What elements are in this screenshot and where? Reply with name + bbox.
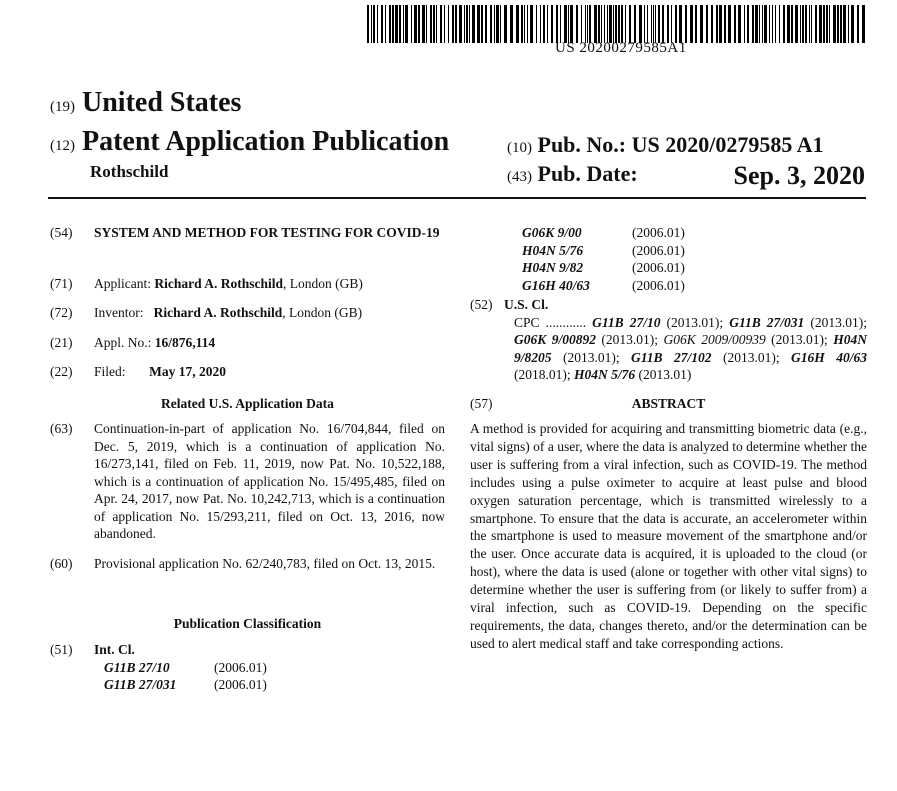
cpc-class: G11B 27/102 [631, 349, 712, 365]
cpc-version: (2013.01); [711, 349, 792, 365]
barcode [367, 5, 867, 43]
barcode-bar [843, 5, 846, 43]
barcode-bar [551, 5, 553, 43]
abstract-text: A method is provided for acquiring and transmitting biometric data (e.g., vital signs) of a user, where the data is analyzed to determine whether the user is suffering from a viral infection, such as COVID-19. The method includes using a pulse oximeter to acquire at least pulse and blood oxygen saturation percentage, which is transmitted wirelessly to a smartphone. To ensure that the data is accurate, an accelerometer within the smartphone is used to measure movement of the smartphone and/or the user. Once accurate data is acquired, it is uploaded to the cloud (or host), where the data is used (alone or together with other vital signs) to determine whether the user is suffering from (or likely to suffer from) a viral infection, such as COVID-19. Depending on the specific requirements, the data, changes thereto, and/or the determination can be used to alert medical staff and take corresponding actions. [470, 421, 867, 651]
int-cl-continued [470, 224, 867, 294]
barcode-bar [485, 5, 487, 43]
barcode-bar [422, 5, 425, 43]
barcode-bar [840, 5, 842, 43]
barcode-bar [675, 5, 677, 43]
barcode-bar [556, 5, 558, 43]
cpc-class: G06K 2009/00939 [663, 332, 766, 347]
barcode-bar [405, 5, 408, 43]
barcode-bar [791, 5, 793, 43]
barcode-bar [706, 5, 708, 43]
barcode-bar [392, 5, 394, 43]
cpc-class: G06K 9/00892 [514, 332, 596, 347]
inid-code: (12) [50, 138, 75, 154]
barcode-bar [536, 5, 537, 43]
barcode-bar [609, 5, 612, 43]
barcode-bar [783, 5, 785, 43]
barcode-bar [644, 5, 645, 43]
applicant-name: Richard A. Rothschild [154, 276, 284, 291]
classification-heading: Publication Classification [173, 616, 322, 631]
appl-label: Appl. No.: [94, 335, 152, 350]
int-cl-version: (2006.01) [632, 242, 685, 258]
barcode-bar [667, 5, 669, 43]
barcode-bar [658, 5, 660, 43]
barcode-bar [747, 5, 749, 43]
related-data-heading: Related U.S. Application Data [161, 396, 334, 411]
us-cl-label: U.S. Cl. [504, 297, 549, 312]
barcode-bar [613, 5, 614, 43]
inid-code: (10) [507, 140, 532, 156]
int-cl-row [522, 259, 867, 277]
barcode-bar [598, 5, 600, 43]
barcode-bar [543, 5, 545, 43]
cpc-version: (2013.01); [551, 349, 632, 365]
barcode-bar [711, 5, 713, 43]
barcode-bar [500, 5, 501, 43]
cpc-version: (2013.01); [595, 332, 664, 347]
barcode-bar [444, 5, 445, 43]
inid-code: (63) [50, 421, 73, 436]
barcode-bar [564, 5, 567, 43]
cpc-version: (2013.01) [635, 367, 692, 382]
barcode-bar [738, 5, 741, 43]
barcode-bar [809, 5, 810, 43]
inid-code: (21) [50, 335, 73, 350]
cpc-class: H04N 9/8205 [514, 332, 867, 365]
int-cl-row [104, 659, 445, 677]
barcode-bar [607, 5, 608, 43]
inid-code: (57) [470, 396, 493, 411]
barcode-bar [787, 5, 790, 43]
barcode-bar [662, 5, 664, 43]
barcode-bar [634, 5, 636, 43]
pub-number-label: Pub. No.: [537, 132, 627, 157]
invention-title: SYSTEM AND METHOD FOR TESTING FOR COVID-19 [94, 225, 440, 240]
barcode-bar [510, 5, 513, 43]
cpc-class: G16H 40/63 [791, 349, 867, 365]
barcode-bar [772, 5, 773, 43]
barcode-bar [524, 5, 525, 43]
barcode-number: US 20200279585A1 [555, 40, 687, 56]
barcode-bar [621, 5, 623, 43]
barcode-bar [540, 5, 541, 43]
barcode-bar [403, 5, 404, 43]
barcode-bar [734, 5, 736, 43]
barcode-bar [570, 5, 573, 43]
barcode-bar [568, 5, 569, 43]
pub-number: US 2020/0279585 A1 [631, 132, 824, 157]
barcode-bar [472, 5, 475, 43]
title-field [50, 224, 445, 242]
filed-field [50, 363, 445, 381]
continuation-text: Continuation-in-part of application No. 16/704,844, filed on Dec. 5, 2019, which is a continuation of application No. 16/273,141, filed on Feb. 11, 2019, now Pat. No. 10,522,188, which is a continuation of application No. 15/495,485, filed on Apr. 24, 2017, now Pat. No. 10,242,713, which is a continuation of application No. 15/293,211, filed on Oct. 13, 2016, now abandoned. [94, 421, 445, 541]
continuation-field [50, 420, 445, 543]
cpc-class: H04N 5/76 [574, 367, 636, 382]
barcode-bar [802, 5, 804, 43]
barcode-bar [466, 5, 468, 43]
barcode-bar [719, 5, 722, 43]
pub-date-label: Pub. Date: [537, 161, 638, 186]
barcode-bar [440, 5, 442, 43]
barcode-bar [851, 5, 854, 43]
barcode-bar [385, 5, 386, 43]
barcode-bar [585, 5, 586, 43]
barcode-bar [414, 5, 417, 43]
int-cl-row [522, 224, 867, 242]
barcode-bar [426, 5, 427, 43]
barcode-bar [530, 5, 533, 43]
int-cl-row [522, 242, 867, 260]
country-name: United States [82, 87, 242, 118]
barcode-bar [857, 5, 859, 43]
barcode-bar [477, 5, 480, 43]
barcode-bar [744, 5, 745, 43]
barcode-bar [389, 5, 391, 43]
us-cl-field [470, 296, 867, 384]
barcode-bar [399, 5, 401, 43]
barcode-bar [371, 5, 372, 43]
barcode-bar [604, 5, 605, 43]
barcode-bar [547, 5, 548, 43]
barcode-bar [560, 5, 561, 43]
abstract-heading-line [470, 395, 867, 413]
barcode-bar [521, 5, 523, 43]
cpc-label: CPC ............ [514, 314, 587, 330]
barcode-bar [837, 5, 839, 43]
barcode-bar [815, 5, 817, 43]
provisional-field [50, 555, 445, 573]
inid-code: (60) [50, 556, 73, 571]
barcode-bar [795, 5, 798, 43]
barcode-bar [618, 5, 620, 43]
barcode-bar [490, 5, 492, 43]
barcode-bar [418, 5, 420, 43]
barcode-bar [759, 5, 760, 43]
applicant-field [50, 275, 445, 293]
barcode-bar [716, 5, 718, 43]
barcode-bar [679, 5, 682, 43]
barcode-bar [459, 5, 462, 43]
barcode-bar [377, 5, 378, 43]
int-cl-class: G11B 27/10 [104, 659, 170, 675]
filed-date: May 17, 2020 [149, 364, 227, 379]
barcode-bar [769, 5, 770, 43]
int-cl-class: G16H 40/63 [522, 277, 590, 293]
barcode-bar [762, 5, 763, 43]
barcode-bar [826, 5, 828, 43]
barcode-bar [690, 5, 693, 43]
barcode-bar [779, 5, 780, 43]
inid-code: (54) [50, 225, 73, 240]
cpc-version: (2013.01); [660, 314, 730, 330]
barcode-bar [862, 5, 865, 43]
barcode-bar [755, 5, 758, 43]
application-number-field [50, 334, 445, 352]
inid-code: (51) [50, 642, 73, 657]
int-cl-class: G11B 27/031 [104, 677, 177, 692]
inid-code: (71) [50, 276, 73, 291]
barcode-bar [516, 5, 519, 43]
int-cl-label: Int. Cl. [94, 642, 135, 657]
inventor-surname: Rothschild [90, 162, 169, 181]
int-cl-class: G06K 9/00 [522, 225, 582, 240]
barcode-bar [728, 5, 731, 43]
cpc-version: (2013.01); [765, 332, 834, 347]
barcode-bar [504, 5, 507, 43]
applicant-label: Applicant: [94, 276, 151, 291]
inventor-location: , London (GB) [282, 305, 363, 320]
barcode-bar [601, 5, 602, 43]
inid-code: (72) [50, 305, 73, 320]
barcode-bar [700, 5, 703, 43]
inid-code: (43) [507, 169, 532, 185]
pub-date: Sep. 3, 2020 [733, 161, 865, 190]
barcode-bar [651, 5, 652, 43]
applicant-location: , London (GB) [283, 276, 363, 291]
barcode-bar [373, 5, 375, 43]
int-cl-version: (2006.01) [632, 260, 685, 275]
barcode-bar [629, 5, 631, 43]
barcode-bar [594, 5, 597, 43]
barcode-bar [452, 5, 454, 43]
cpc-text [514, 314, 867, 384]
barcode-bar [752, 5, 754, 43]
inid-code: (52) [470, 297, 493, 312]
int-cl-class: H04N 5/76 [522, 242, 584, 258]
barcode-bar [411, 5, 412, 43]
int-cl-class: H04N 9/82 [522, 260, 584, 275]
int-cl-version: (2006.01) [214, 659, 267, 675]
barcode-bar [436, 5, 437, 43]
provisional-text: Provisional application No. 62/240,783, filed on Oct. 13, 2015. [94, 556, 436, 571]
barcode-bar [819, 5, 822, 43]
barcode-bar [430, 5, 432, 43]
barcode-bar [433, 5, 435, 43]
country-heading [50, 87, 241, 119]
inid-code: (19) [50, 99, 75, 115]
barcode-bar [469, 5, 470, 43]
barcode-bar [625, 5, 626, 43]
barcode-bar [367, 5, 369, 43]
appl-number: 16/876,114 [154, 335, 216, 350]
publication-type: Patent Application Publication [82, 126, 450, 157]
barcode-bar [800, 5, 801, 43]
cpc-version: (2013.01); [804, 314, 867, 330]
barcode-bar [805, 5, 807, 43]
barcode-bar [647, 5, 648, 43]
barcode-bar [448, 5, 449, 43]
barcode-bar [685, 5, 687, 43]
barcode-bar [615, 5, 617, 43]
pub-date-line [507, 161, 865, 190]
barcode-bar [464, 5, 465, 43]
barcode-bar [527, 5, 528, 43]
barcode-bar [494, 5, 495, 43]
barcode-bar [655, 5, 656, 43]
barcode-bar [381, 5, 383, 43]
barcode-bar [581, 5, 582, 43]
barcode-bar [671, 5, 672, 43]
cpc-version: (2018.01); [514, 367, 574, 382]
barcode-bar [811, 5, 812, 43]
barcode-bar [724, 5, 726, 43]
inventor-label: Inventor: [94, 305, 144, 320]
publication-type-heading [50, 126, 449, 158]
filed-label: Filed: [94, 364, 126, 379]
cpc-class: G11B 27/031 [729, 314, 805, 330]
barcode-bar [589, 5, 591, 43]
barcode-bar [823, 5, 825, 43]
int-cl-field [50, 641, 445, 694]
barcode-bar [775, 5, 776, 43]
barcode-bar [829, 5, 830, 43]
int-cl-version: (2006.01) [632, 225, 685, 240]
cpc-class: G11B 27/10 [592, 314, 661, 330]
barcode-bar [481, 5, 483, 43]
inventor-field [50, 304, 445, 322]
header-divider [48, 197, 866, 199]
barcode-bar [395, 5, 398, 43]
barcode-bar [587, 5, 588, 43]
barcode-bar [455, 5, 457, 43]
pub-number-line [507, 132, 824, 158]
int-cl-version: (2006.01) [214, 677, 267, 692]
inventor-name: Richard A. Rothschild [153, 305, 283, 320]
int-cl-row [522, 277, 867, 295]
abstract-heading: ABSTRACT [631, 396, 706, 411]
int-cl-version: (2006.01) [632, 277, 685, 293]
barcode-bar [848, 5, 849, 43]
inid-code: (22) [50, 364, 73, 379]
int-cl-row [104, 676, 445, 694]
barcode-bar [639, 5, 642, 43]
barcode-bar [833, 5, 836, 43]
barcode-bar [764, 5, 767, 43]
barcode-bar [576, 5, 578, 43]
barcode-bar [653, 5, 654, 43]
barcode-bar [496, 5, 499, 43]
barcode-bar [695, 5, 697, 43]
